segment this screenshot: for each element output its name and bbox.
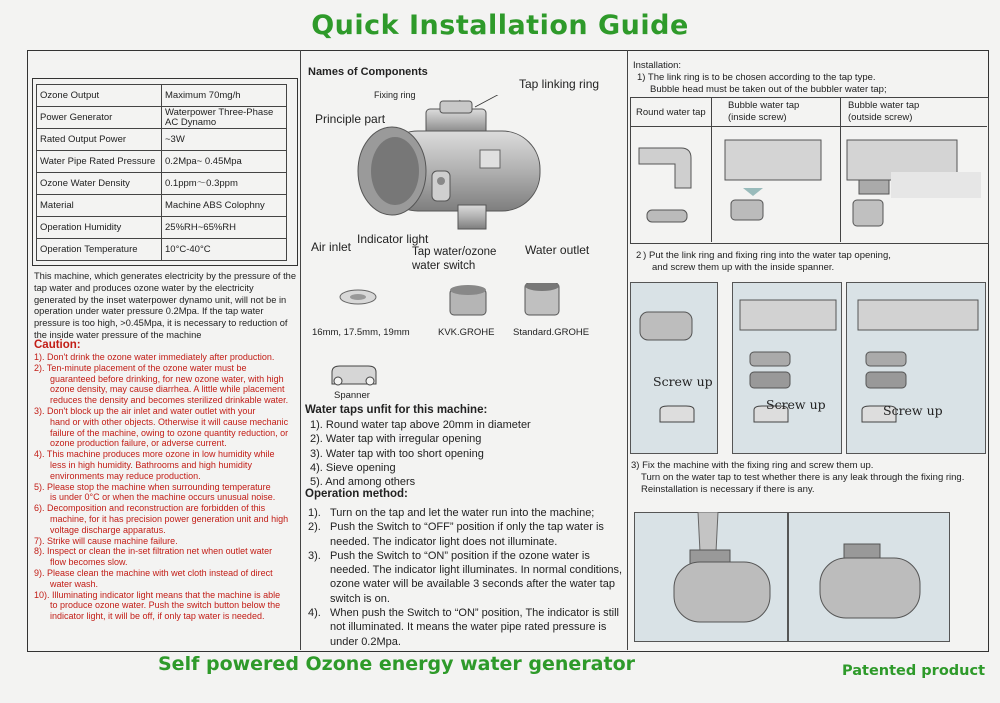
spec-row xyxy=(37,85,287,107)
screw-up-label-3: Screw up xyxy=(883,403,943,418)
label-water-outlet: Water outlet xyxy=(525,243,590,257)
spec-row xyxy=(37,195,287,217)
operation-text: Push the Switch to “ON” position if the ozone water is needed. The indicator light illuminates. In normal conditions, ozone water will be available 3 seconds after the water tap switch is on. xyxy=(330,549,623,605)
caution-text: Please stop the machine when surrounding temperature xyxy=(47,481,271,492)
tap-types-illustration xyxy=(631,128,986,241)
caution-number: 1). xyxy=(34,352,45,362)
operation-text: Push the Switch to “OFF” position if only the tap water is needed. The indicator light does not illuminate. xyxy=(330,521,604,548)
install-step1b: Bubble head must be taken out of the bubbler water tap; xyxy=(650,84,887,95)
caution-text: Strike will cause machine failure. xyxy=(47,535,178,546)
spec-value: Maximum 70mg/h xyxy=(162,85,287,107)
spec-key: Water Pipe Rated Pressure xyxy=(37,151,162,173)
caution-item xyxy=(34,482,304,493)
operation-text: When push the Switch to “ON” position, The indicator is still not illuminated. It means the water pipe rated pressure is under 0.2Mpa. xyxy=(330,607,619,648)
spec-key: Power Generator xyxy=(37,107,162,129)
link-rings-illustration xyxy=(330,283,600,325)
unfit-item: 4). Sieve opening xyxy=(310,461,396,474)
caution-number: 6). xyxy=(34,503,45,514)
caution-text: Don't block up the air inlet and water outlet with your xyxy=(47,405,256,416)
caution-text-cont: flow becomes slow. xyxy=(50,557,128,568)
spec-key: Ozone Water Density xyxy=(37,173,162,195)
operation-heading: Operation method: xyxy=(305,488,408,500)
unfit-item: 2). Water tap with irregular opening xyxy=(310,433,482,446)
unfit-list xyxy=(310,418,531,489)
install-step3a: 3) Fix the machine with the fixing ring and screw them up. xyxy=(631,460,874,471)
spanner-label: Spanner xyxy=(334,390,370,401)
spec-value: Machine ABS Colophny xyxy=(162,195,287,217)
spec-value: 10°C-40°C xyxy=(162,239,287,261)
spec-row xyxy=(37,217,287,239)
install-step2b: and screw them up with the inside spanner. xyxy=(652,262,835,273)
operation-item xyxy=(308,549,626,606)
install-step1a: 1) The link ring is to be chosen according to the tap type. xyxy=(637,72,876,83)
spec-value: 0.2Mpa~ 0.45Mpa xyxy=(162,151,287,173)
caution-text: Illuminating indicator light means that the machine is able xyxy=(52,589,281,600)
screw-up-label-2: Screw up xyxy=(766,397,826,412)
device-illustration xyxy=(340,95,560,245)
fixed-machine-illustration xyxy=(634,512,948,640)
caution-number: 10). xyxy=(34,589,50,600)
caution-item xyxy=(34,568,304,579)
spec-row xyxy=(37,239,287,261)
caution-heading: Caution: xyxy=(34,339,81,351)
spanner-icon xyxy=(326,362,382,388)
caution-item xyxy=(34,406,304,417)
operation-number: 1). xyxy=(308,507,321,519)
caution-text-cont: less in high humidity. Bathrooms and high humidity environments may reduce production. xyxy=(50,459,252,481)
operation-text: Turn on the tap and let the water run into the machine; xyxy=(330,507,595,519)
caution-text: Don't drink the ozone water immediately after production. xyxy=(47,352,275,362)
components-heading: Names of Components xyxy=(308,66,428,78)
col-round-tap: Round water tap xyxy=(636,107,706,118)
unfit-heading: Water taps unfit for this machine: xyxy=(305,404,488,416)
caution-number: 5). xyxy=(34,481,45,492)
col-bubble-inside: Bubble water tap (inside screw) xyxy=(728,100,800,123)
label-fixing-ring: Fixing ring xyxy=(374,90,416,100)
operation-number: 2). xyxy=(308,521,321,534)
spec-value: 0.1ppm～0.3ppm xyxy=(162,173,287,195)
caution-number: 3). xyxy=(34,405,45,416)
caution-list xyxy=(34,352,304,622)
installation-heading: Installation: xyxy=(633,60,682,71)
caution-number: 7). xyxy=(34,535,45,546)
operation-item xyxy=(308,506,626,520)
spec-value: 25%RH~65%RH xyxy=(162,217,287,239)
install-step3c: Reinstallation is necessary if there is any. xyxy=(641,484,815,495)
spec-value: Waterpower Three-Phase AC Dynamo xyxy=(162,107,287,129)
caution-item xyxy=(34,536,304,547)
caution-text-cont: machine, for it has precision power generation unit and high voltage discharge apparatus. xyxy=(50,513,289,535)
spec-row xyxy=(37,129,287,151)
caution-item xyxy=(34,503,304,514)
operation-item xyxy=(308,520,626,549)
patent-label: Patented product xyxy=(842,663,986,679)
caution-item xyxy=(34,590,304,601)
caution-text-cont: is under 0°C or when the machine occurs unusual noise. xyxy=(50,492,276,503)
caution-text: Please clean the machine with wet cloth instead of direct xyxy=(47,567,273,578)
ring-standard-label: Standard.GROHE xyxy=(513,327,590,338)
spec-value: ~3W xyxy=(162,129,287,151)
caution-item xyxy=(34,449,304,460)
spec-key: Operation Humidity xyxy=(37,217,162,239)
label-air-inlet: Air inlet xyxy=(311,240,352,254)
screw-up-illustration xyxy=(630,282,986,452)
caution-text-cont: water wash. xyxy=(50,578,99,589)
operation-item xyxy=(308,606,626,649)
caution-number: 9). xyxy=(34,567,45,578)
caution-text: Inspect or clean the in-set filtration net when outlet water xyxy=(47,546,273,557)
grid-header-line xyxy=(630,126,987,127)
label-principle-part: Principle part xyxy=(315,112,386,126)
unfit-item: 1). Round water tap above 20mm in diameter xyxy=(310,419,531,431)
spec-table xyxy=(36,84,287,261)
spec-key: Material xyxy=(37,195,162,217)
caution-number: 8). xyxy=(34,546,45,557)
spec-key: Ozone Output xyxy=(37,85,162,107)
caution-number: 2). xyxy=(34,362,45,373)
spec-key: Operation Temperature xyxy=(37,239,162,261)
screw-up-label-1: Screw up xyxy=(653,374,713,389)
ring-kvk-label: KVK.GROHE xyxy=(438,327,495,338)
ring-size-label: 16mm, 17.5mm, 19mm xyxy=(312,327,410,338)
col-bubble-outside: Bubble water tap (outside screw) xyxy=(848,100,920,123)
caution-number: 4). xyxy=(34,449,45,460)
spec-row xyxy=(37,173,287,195)
install-step3b: Turn on the water tap to test whether there is any leak through the fixing ring. xyxy=(641,472,965,483)
install-step2a: 2 ) Put the link ring and fixing ring into the water tap opening, xyxy=(636,250,891,261)
operation-list xyxy=(308,506,626,649)
machine-description: This machine, which generates electricity by the pressure of the tap water and produces ozone water by the electricity generated by the inset waterpower dynamo unit, will not be in operation under water pressure 0.2Mpa. If the tap water pressure is too high, >0.45Mpa, it is necessary to reduction of the inside water pressure of the machine xyxy=(34,271,296,340)
spec-row xyxy=(37,107,287,129)
operation-number: 4). xyxy=(308,607,321,620)
footer-slogan: Self powered Ozone energy water generator xyxy=(158,653,636,675)
label-switch: Tap water/ozone water switch xyxy=(412,246,497,272)
page-title: Quick Installation Guide xyxy=(311,10,689,41)
caution-text: Decomposition and reconstruction are forbidden of this xyxy=(47,503,266,514)
caution-text: Ten-minute placement of the ozone water must be xyxy=(46,362,247,373)
unfit-item: 3). Water tap with too short opening xyxy=(310,447,484,460)
caution-item xyxy=(34,352,304,363)
caution-item xyxy=(34,546,304,557)
caution-text-cont: hand or with other objects. Otherwise it will cause mechanic failure of the machine, owing to ozone quantity reduction, or ozone production failure, or adverse current. xyxy=(50,416,289,449)
caution-text-cont: guaranteed before drinking, for new ozone water, with high ozone density, may cause diarrhea. A little while placement reduces the density and becomes sterilized drinkable water. xyxy=(50,373,289,406)
caution-item xyxy=(34,363,304,374)
spec-row xyxy=(37,151,287,173)
column-divider-right xyxy=(627,50,628,650)
unfit-item: 5). And among others xyxy=(310,476,416,489)
caution-text: This machine produces more ozone in low humidity while xyxy=(46,449,275,460)
label-indicator-light: Indicator light xyxy=(357,232,429,246)
operation-number: 3). xyxy=(308,549,321,562)
label-tap-linking-ring: Tap linking ring xyxy=(519,77,600,91)
spec-key: Rated Output Power xyxy=(37,129,162,151)
caution-text-cont: to produce ozone water. Push the switch button below the indicator light, it will be off, if only tap water is needed. xyxy=(50,600,281,622)
